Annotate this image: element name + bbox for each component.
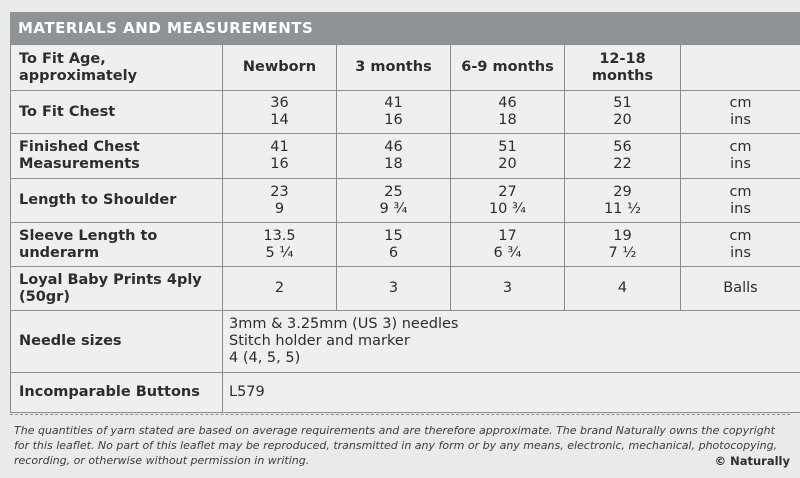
finished-3-months: 46 18 (337, 134, 451, 179)
chest-12-18-months: 51 20 (565, 91, 681, 134)
measurements-table (10, 44, 800, 413)
chest-units: cm ins (681, 91, 800, 134)
table-row (11, 134, 800, 179)
sleeve-12-18-months: 19 7 ½ (565, 223, 681, 267)
table-row (11, 91, 800, 134)
yarn-6-9-months: 3 (451, 267, 565, 311)
table-row (11, 223, 800, 267)
finished-12-18-months: 56 22 (565, 134, 681, 179)
table-row (11, 45, 800, 91)
table-row (11, 311, 800, 373)
section-title: MATERIALS AND MEASUREMENTS (18, 19, 314, 37)
buttons-value: L579 (223, 373, 800, 413)
table-row (11, 373, 800, 413)
size-4-line2: months (591, 67, 654, 84)
chest-label: To Fit Chest (11, 91, 223, 134)
size-header-12-18-months (565, 45, 681, 91)
sleeve-units: cm ins (681, 223, 800, 267)
age-header-cell (11, 45, 223, 91)
sleeve-3-months: 15 6 (337, 223, 451, 267)
sleeve-label: Sleeve Length to underarm (11, 223, 223, 267)
chest-newborn: 36 14 (223, 91, 337, 134)
yarn-newborn: 2 (223, 267, 337, 311)
footer-divider (10, 414, 790, 415)
table-row (11, 179, 800, 223)
shoulder-newborn: 23 9 (223, 179, 337, 223)
table-row (11, 267, 800, 311)
size-4-line1: 12-18 (599, 50, 646, 67)
chest-6-9-months: 46 18 (451, 91, 565, 134)
yarn-unit: Balls (681, 267, 800, 311)
yarn-3-months: 3 (337, 267, 451, 311)
shoulder-label: Length to Shoulder (11, 179, 223, 223)
age-label-line2: approximately (19, 67, 138, 84)
finished-6-9-months: 51 20 (451, 134, 565, 179)
copyright-notice: © Naturally (714, 454, 790, 468)
sleeve-newborn: 13.5 5 ¼ (223, 223, 337, 267)
section-header (10, 12, 800, 44)
size-header-6-9-months: 6-9 months (451, 45, 565, 91)
size-header-3-months: 3 months (337, 45, 451, 91)
sleeve-6-9-months: 17 6 ¾ (451, 223, 565, 267)
yarn-12-18-months: 4 (565, 267, 681, 311)
shoulder-12-18-months: 29 11 ½ (565, 179, 681, 223)
finished-newborn: 41 16 (223, 134, 337, 179)
finished-chest-label: Finished Chest Measurements (11, 134, 223, 179)
needles-label: Needle sizes (11, 311, 223, 373)
yarn-label: Loyal Baby Prints 4ply (50gr) (11, 267, 223, 311)
unit-header-cell (681, 45, 800, 91)
chest-3-months: 41 16 (337, 91, 451, 134)
disclaimer-text: The quantities of yarn stated are based on average requirements and are therefore approximate. The brand Naturally owns the copyright for this leaflet. No part of this leaflet may be reproduced, transmitted in any form or by any means, electronic, mechanical, photocopying, recording, or otherwise without permission in writing. (14, 424, 778, 467)
shoulder-units: cm ins (681, 179, 800, 223)
shoulder-6-9-months: 27 10 ¾ (451, 179, 565, 223)
buttons-label: Incomparable Buttons (11, 373, 223, 413)
size-header-newborn: Newborn (223, 45, 337, 91)
age-label-line1: To Fit Age, (19, 50, 106, 67)
finished-units: cm ins (681, 134, 800, 179)
needles-value: 3mm & 3.25mm (US 3) needles Stitch holder and marker 4 (4, 5, 5) (223, 311, 800, 373)
shoulder-3-months: 25 9 ¾ (337, 179, 451, 223)
